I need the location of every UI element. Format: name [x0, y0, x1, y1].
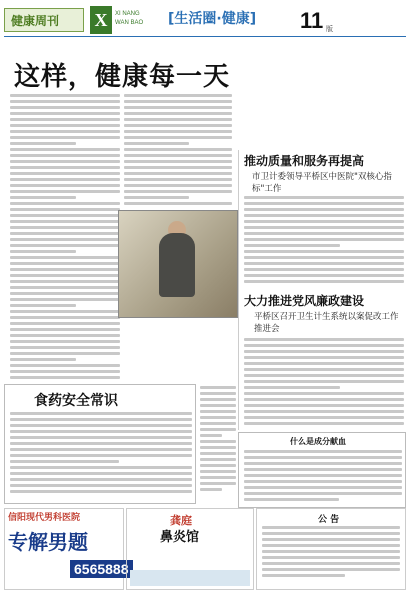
text-line — [200, 434, 222, 437]
text-line — [10, 358, 76, 361]
text-line — [262, 556, 400, 559]
text-line — [244, 492, 402, 495]
text-line — [10, 424, 192, 427]
text-line — [10, 346, 120, 349]
text-line — [10, 316, 120, 319]
text-line — [10, 280, 120, 283]
text-line — [10, 322, 120, 325]
text-line — [10, 166, 120, 169]
text-line — [200, 476, 236, 479]
text-line — [10, 178, 120, 181]
text-line — [10, 202, 120, 205]
text-line — [244, 202, 404, 205]
text-line — [10, 274, 120, 277]
article-1-title: 推动质量和服务再提高 — [244, 154, 365, 168]
text-line — [200, 470, 236, 473]
food-safety-title: 食药安全常识 — [34, 393, 118, 409]
ad-strip — [200, 386, 236, 494]
text-line — [200, 458, 236, 461]
text-line — [10, 490, 192, 493]
article-2-title: 大力推进党风廉政建设 — [244, 294, 365, 308]
text-line — [10, 94, 120, 97]
text-line — [262, 544, 400, 547]
text-line — [10, 244, 120, 247]
text-line — [124, 124, 232, 127]
text-line — [10, 310, 120, 313]
text-line — [200, 452, 236, 455]
text-line — [10, 418, 192, 421]
text-line — [244, 404, 404, 407]
article-photo — [118, 210, 238, 318]
logo-sub-line-1: XI NANG — [115, 11, 140, 17]
text-line — [124, 106, 232, 109]
text-line — [262, 568, 400, 571]
text-line — [10, 376, 120, 379]
rhinitis-ad-brand: 龚庭 — [170, 514, 192, 527]
hospital-ad-phone: 6565888 — [70, 560, 133, 578]
text-line — [10, 106, 120, 109]
masthead-rule — [4, 36, 406, 37]
text-line — [10, 334, 120, 337]
text-line — [124, 154, 232, 157]
text-line — [244, 280, 404, 283]
text-line — [10, 442, 192, 445]
text-line — [244, 244, 340, 247]
text-line — [262, 574, 345, 577]
text-line — [244, 220, 404, 223]
logo-sub-line-2: WAN BAO — [115, 20, 144, 26]
main-headline: 这样，健康每一天 — [14, 62, 231, 92]
text-line — [244, 374, 404, 377]
text-line — [244, 368, 404, 371]
brand-box — [4, 8, 84, 32]
newspaper-logo: X — [90, 6, 112, 34]
text-line — [10, 430, 192, 433]
brand-label: 健康周刊 — [11, 14, 60, 28]
text-line — [244, 232, 404, 235]
text-line — [244, 338, 404, 341]
rhinitis-ad-title: 鼻炎馆 — [160, 530, 200, 545]
article-1-body — [244, 196, 404, 286]
text-line — [10, 304, 76, 307]
text-line — [200, 428, 236, 431]
notice-body — [262, 526, 400, 580]
text-line — [200, 446, 236, 449]
text-line — [124, 166, 232, 169]
column-divider — [238, 150, 239, 430]
text-line — [10, 472, 192, 475]
text-line — [10, 466, 192, 469]
text-line — [124, 100, 232, 103]
text-line — [10, 160, 120, 163]
section-title: [生活圈·健康] — [168, 11, 257, 27]
text-line — [10, 352, 120, 355]
body-column-2 — [124, 94, 232, 208]
text-line — [244, 410, 404, 413]
text-line — [244, 456, 402, 459]
text-line — [124, 172, 232, 175]
text-line — [244, 344, 404, 347]
text-line — [124, 196, 189, 199]
hospital-ad-name: 信阳现代男科医院 — [8, 513, 81, 523]
text-line — [10, 196, 76, 199]
page-suffix: 版 — [326, 25, 333, 33]
blood-donation-title: 什么是成分献血 — [290, 437, 346, 446]
text-line — [200, 392, 236, 395]
text-line — [244, 256, 404, 259]
text-line — [244, 416, 404, 419]
text-line — [200, 464, 236, 467]
text-line — [244, 486, 402, 489]
text-line — [262, 562, 400, 565]
page-number: 11 — [300, 8, 324, 33]
text-line — [200, 416, 236, 419]
article-2-body — [244, 338, 404, 428]
text-line — [262, 550, 400, 553]
text-line — [10, 214, 120, 217]
article-1-deck: 市卫计委领导平桥区中医院"双核心指标"工作 — [252, 172, 392, 194]
text-line — [10, 370, 120, 373]
body-column-1 — [10, 94, 120, 382]
text-line — [10, 142, 76, 145]
text-line — [10, 256, 120, 259]
text-line — [244, 422, 404, 425]
text-line — [10, 436, 192, 439]
text-line — [10, 148, 120, 151]
text-line — [10, 478, 192, 481]
text-line — [10, 130, 120, 133]
text-line — [262, 526, 400, 529]
text-line — [124, 190, 232, 193]
rhinitis-ad-bar — [130, 570, 250, 586]
text-line — [244, 350, 404, 353]
text-line — [124, 112, 232, 115]
text-line — [244, 480, 402, 483]
text-line — [200, 386, 236, 389]
text-line — [10, 190, 120, 193]
text-line — [10, 292, 120, 295]
text-line — [244, 498, 339, 501]
text-line — [244, 226, 404, 229]
text-line — [10, 286, 120, 289]
text-line — [124, 184, 232, 187]
text-line — [244, 468, 402, 471]
text-line — [124, 94, 232, 97]
text-line — [244, 380, 404, 383]
text-line — [244, 238, 404, 241]
text-line — [10, 154, 120, 157]
text-line — [10, 226, 120, 229]
text-line — [244, 274, 404, 277]
text-line — [10, 328, 120, 331]
text-line — [262, 538, 400, 541]
masthead — [0, 0, 410, 40]
logo-subtitle — [115, 10, 143, 28]
food-safety-body — [10, 412, 192, 496]
text-line — [10, 340, 120, 343]
text-line — [10, 262, 120, 265]
text-line — [10, 112, 120, 115]
text-line — [124, 142, 189, 145]
text-line — [200, 440, 236, 443]
text-line — [10, 238, 120, 241]
text-line — [10, 208, 120, 211]
text-line — [262, 532, 400, 535]
text-line — [10, 118, 120, 121]
text-line — [10, 250, 76, 253]
text-line — [10, 298, 120, 301]
text-line — [124, 136, 232, 139]
text-line — [10, 484, 192, 487]
text-line — [10, 232, 120, 235]
text-line — [244, 214, 404, 217]
text-line — [10, 100, 120, 103]
text-line — [200, 482, 236, 485]
text-line — [124, 160, 232, 163]
text-line — [244, 398, 404, 401]
text-line — [200, 404, 236, 407]
text-line — [244, 362, 404, 365]
text-line — [10, 184, 120, 187]
text-line — [244, 386, 340, 389]
text-line — [10, 364, 120, 367]
text-line — [124, 148, 232, 151]
notice-title: 公 告 — [318, 515, 340, 525]
text-line — [244, 196, 404, 199]
text-line — [10, 172, 120, 175]
text-line — [124, 118, 232, 121]
text-line — [10, 412, 192, 415]
text-line — [244, 262, 404, 265]
text-line — [10, 454, 192, 457]
text-line — [244, 268, 404, 271]
text-line — [10, 220, 120, 223]
text-line — [200, 410, 236, 413]
text-line — [10, 460, 119, 463]
text-line — [244, 208, 404, 211]
text-line — [244, 392, 404, 395]
hospital-ad-slogan: 专解男题 — [8, 530, 88, 554]
text-line — [244, 462, 402, 465]
text-line — [244, 450, 402, 453]
blood-donation-body — [244, 450, 402, 504]
photo-person-body — [159, 233, 195, 297]
text-line — [10, 124, 120, 127]
text-line — [244, 474, 402, 477]
text-line — [200, 398, 236, 401]
text-line — [10, 448, 192, 451]
text-line — [200, 488, 222, 491]
text-line — [10, 268, 120, 271]
text-line — [10, 136, 120, 139]
text-line — [124, 202, 232, 205]
text-line — [124, 130, 232, 133]
text-line — [244, 356, 404, 359]
article-2-deck: 平桥区召开卫生计生系统以案促改工作推进会 — [254, 312, 399, 334]
text-line — [200, 422, 236, 425]
text-line — [244, 250, 404, 253]
text-line — [124, 178, 232, 181]
